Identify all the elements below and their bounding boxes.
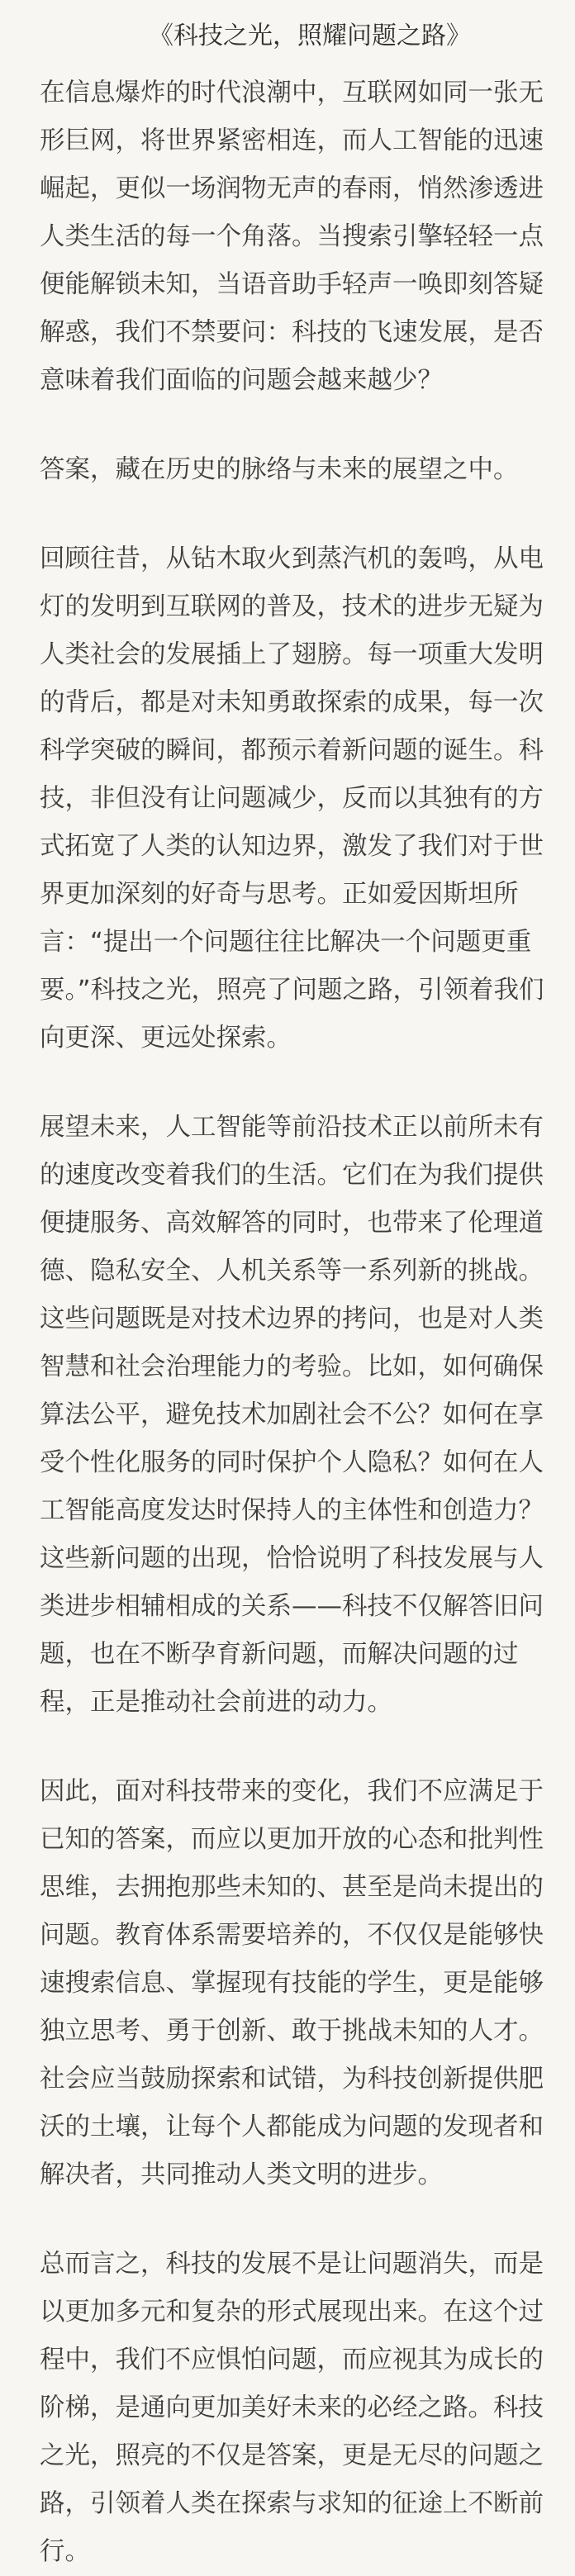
text-line: 程，正是推动社会前进的动力。 — [40, 1688, 392, 1717]
text-line: 题，也在不断孕育新问题，而解决问题的过 — [40, 1640, 519, 1669]
text-line: 行。 — [40, 2537, 90, 2566]
text-line: 回顾往昔，从钻木取火到蒸汽机的轰鸣，从电 — [40, 544, 544, 573]
text-line: 工智能高度发达时保持人的主体性和创造力？ — [40, 1496, 544, 1525]
text-line: 形巨网，将世界紧密相连，而人工智能的迅速 — [40, 126, 544, 155]
text-line: 人类社会的发展插上了翅膀。每一项重大发明 — [40, 640, 544, 669]
text-line: 类进步相辅相成的关系——科技不仅解答旧问 — [40, 1592, 544, 1621]
text-line: 德、隐私安全、人机关系等一系列新的挑战。 — [40, 1257, 544, 1286]
text-line: 式拓宽了人类的认知边界，激发了我们对于世 — [40, 832, 544, 861]
text-line: 算法公平，避免技术加剧社会不公？如何在享 — [40, 1400, 544, 1429]
text-line: 要。”科技之光，照亮了问题之路，引领着我们 — [40, 976, 544, 1005]
text-line: 独立思考、勇于创新、敢于挑战未知的人才。 — [40, 2017, 544, 2046]
text-line: 已知的答案，而应以更加开放的心态和批判性 — [40, 1825, 544, 1854]
paragraph-1 — [40, 69, 575, 405]
text-line: 问题。教育体系需要培养的，不仅仅是能够快 — [40, 1921, 544, 1950]
text-line: 的背后，都是对未知勇敢探索的成果，每一次 — [40, 688, 544, 717]
text-line: 解惑，我们不禁要问：科技的飞速发展，是否 — [40, 318, 544, 347]
text-line: 答案，藏在历史的脉络与未来的展望之中。 — [40, 455, 519, 484]
text-line: 思维，去拥抱那些未知的、甚至是尚未提出的 — [40, 1873, 544, 1902]
text-line: 因此，面对科技带来的变化，我们不应满足于 — [40, 1777, 544, 1806]
text-line: 这些问题既是对技术边界的拷问，也是对人类 — [40, 1305, 544, 1333]
text-line: 便捷服务、高效解答的同时，也带来了伦理道 — [40, 1209, 544, 1238]
paragraph-4 — [40, 1104, 575, 1727]
text-line: 意味着我们面临的问题会越来越少？ — [40, 366, 443, 395]
text-line: 这些新问题的出现，恰恰说明了科技发展与人 — [40, 1544, 544, 1573]
text-line: 智慧和社会治理能力的考验。比如，如何确保 — [40, 1352, 544, 1381]
text-line: 言：“提出一个问题往往比解决一个问题更重 — [40, 928, 532, 957]
text-line: 以更加多元和复杂的形式展现出来。在这个过 — [40, 2298, 544, 2326]
text-line: 便能解锁未知，当语音助手轻声一唤即刻答疑 — [40, 270, 544, 299]
article-body — [40, 69, 575, 2576]
text-line: 展望未来，人工智能等前沿技术正以前所未有 — [40, 1113, 544, 1142]
text-line: 之光，照亮的不仅是答案，更是无尽的问题之 — [40, 2441, 544, 2470]
text-line: 速搜索信息、掌握现有技能的学生，更是能够 — [40, 1969, 544, 1998]
text-line: 向更深、更远处探索。 — [40, 1024, 292, 1053]
article-title: 《科技之光，照耀问题之路》 — [149, 21, 471, 50]
text-line: 阶梯，是通向更加美好未来的必经之路。科技 — [40, 2393, 544, 2422]
text-line: 路，引领着人类在探索与求知的征途上不断前 — [40, 2489, 544, 2518]
paragraph-2 — [40, 446, 575, 494]
text-line: 社会应当鼓励探索和试错，为科技创新提供肥 — [40, 2065, 544, 2094]
text-line: 灯的发明到互联网的普及，技术的进步无疑为 — [40, 592, 544, 621]
text-line: 在信息爆炸的时代浪潮中，互联网如同一张无 — [40, 78, 544, 107]
text-line: 界更加深刻的好奇与思考。正如爱因斯坦所 — [40, 880, 519, 909]
text-line: 总而言之，科技的发展不是让问题消失，而是 — [40, 2250, 544, 2279]
text-line: 沃的土壤，让每个人都能成为问题的发现者和 — [40, 2113, 544, 2141]
paragraph-5 — [40, 1768, 575, 2199]
text-line: 科学突破的瞬间，都预示着新问题的诞生。科 — [40, 736, 544, 765]
text-line: 受个性化服务的同时保护个人隐私？如何在人 — [40, 1448, 544, 1477]
text-line: 解决者，共同推动人类文明的进步。 — [40, 2160, 443, 2189]
text-line: 的速度改变着我们的生活。它们在为我们提供 — [40, 1161, 544, 1190]
text-line: 崛起，更似一场润物无声的春雨，悄然渗透进 — [40, 174, 544, 203]
paragraph-3 — [40, 535, 575, 1062]
text-line: 程中，我们不应惧怕问题，而应视其为成长的 — [40, 2345, 544, 2374]
text-line: 人类生活的每一个角落。当搜索引擎轻轻一点 — [40, 222, 544, 251]
text-line: 技，非但没有让问题减少，反而以其独有的方 — [40, 784, 544, 813]
paragraph-6 — [40, 2241, 575, 2576]
